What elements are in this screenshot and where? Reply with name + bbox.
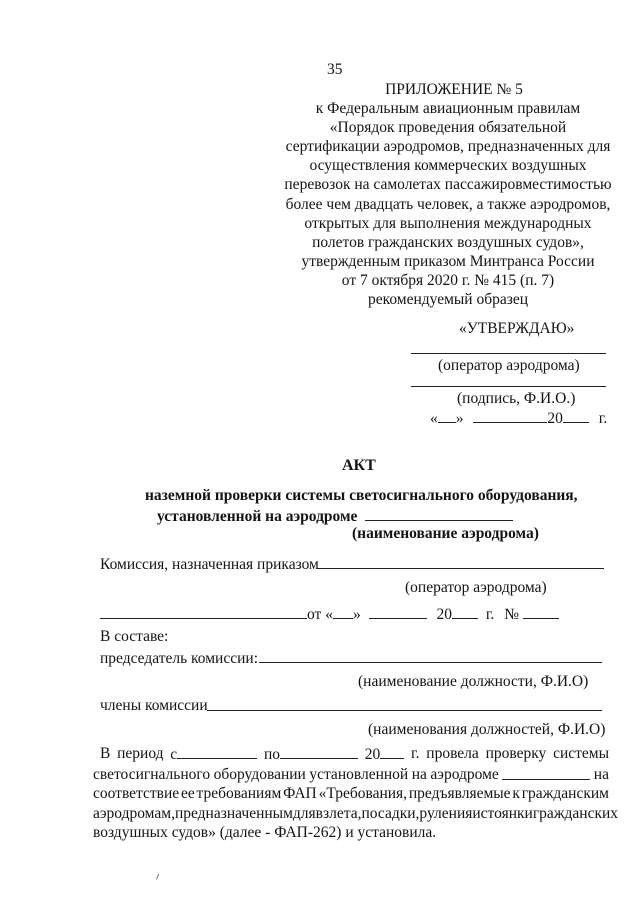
- signature-line: [411, 386, 606, 387]
- paragraph-word: гражданским: [521, 785, 609, 802]
- chairman-label: председатель комиссии:: [100, 650, 259, 667]
- order-number-sign: №: [504, 606, 519, 623]
- paragraph-line-4: [93, 804, 619, 824]
- paragraph-word: предъявляемые: [408, 785, 511, 802]
- commission-operator-caption: (оператор аэродрома): [405, 579, 547, 596]
- paragraph-word: взлета,: [315, 804, 362, 822]
- date-open-quote: «: [430, 410, 438, 427]
- appendix-title: ПРИЛОЖЕНИЕ № 5: [385, 81, 523, 98]
- paragraph-word: соответствие: [93, 785, 180, 802]
- act-subtitle-line1: наземной проверки системы светосигнального оборудования,: [145, 487, 578, 504]
- period-year: 20: [365, 744, 405, 765]
- members-line: [207, 710, 602, 711]
- appendix-line: «Порядок проведения обязательной: [329, 119, 567, 137]
- paragraph-word: провела: [426, 745, 479, 762]
- appendix-line: перевозок на самолетах пассажировместимостью: [284, 176, 612, 194]
- page-number: 35: [327, 61, 343, 78]
- members-caption: (наименования должностей, Ф.И.О): [368, 721, 606, 738]
- appendix-line: утвержденным приказом Минтранса России: [301, 252, 595, 270]
- aerodrome-caption: (наименование аэродрома): [352, 525, 539, 542]
- paragraph-word: стоянки: [480, 804, 533, 822]
- year-blank: [563, 408, 589, 423]
- approval-title: «УТВЕРЖДАЮ»: [459, 320, 575, 337]
- paragraph-line-5: воздушных судов» (далее - ФАП-262) и установила.: [93, 824, 437, 841]
- date-year-suffix: г.: [598, 410, 608, 427]
- paragraph-word: проверку: [485, 745, 547, 762]
- appendix-header: [270, 80, 626, 309]
- operator-signature-line: [411, 353, 606, 354]
- commission-label: Комиссия, назначенная приказом: [100, 556, 319, 573]
- sample-note: рекомендуемый образец: [367, 291, 529, 309]
- commission-order-line: [317, 568, 604, 569]
- order-number-blank: [523, 604, 559, 619]
- order-blank: [100, 604, 307, 619]
- day-blank: [438, 408, 456, 423]
- act-subtitle-line2-text: установленной на аэродроме: [157, 508, 358, 525]
- appendix-line: полетов гражданских воздушных судов»,: [312, 233, 584, 251]
- date-close-quote: »: [455, 410, 464, 427]
- paragraph-word: установленной: [309, 765, 409, 783]
- paragraph-word: оборудовании: [213, 765, 306, 783]
- appendix-line: открытых для выполнения международных: [304, 214, 592, 232]
- paragraph-word: требованиям: [196, 785, 282, 802]
- appendix-line: осуществления коммерческих воздушных: [309, 157, 587, 175]
- appendix-line: сертификации аэродромов, предназначенных для: [285, 138, 611, 156]
- paragraph-word: на: [411, 765, 427, 783]
- appendix-line: более чем двадцать человек, а также аэродромов,: [285, 195, 611, 213]
- paragraph-word: г.: [411, 745, 420, 762]
- paragraph-line-2: [93, 765, 609, 785]
- paragraph-word: на: [593, 765, 609, 783]
- operator-caption: (оператор аэродрома): [438, 357, 580, 374]
- month-blank: [473, 408, 547, 423]
- paragraph-word: для: [292, 804, 316, 822]
- order-details-row: [100, 604, 559, 624]
- order-year: 20: [436, 606, 452, 623]
- act-title: АКТ: [342, 457, 376, 474]
- to-date-blank: [280, 744, 358, 759]
- act-subtitle-line2: [157, 506, 513, 526]
- order-day-blank: [333, 604, 353, 619]
- paragraph-word: руления: [419, 804, 473, 822]
- order-close-quote: »: [352, 606, 361, 623]
- paragraph-word: В: [100, 745, 111, 762]
- signature-caption: (подпись, Ф.И.О.): [457, 390, 576, 407]
- composition-label: В составе:: [100, 628, 169, 645]
- paragraph-word: период: [117, 745, 164, 762]
- paragraph-word: аэродроме: [430, 765, 499, 783]
- period-to: по: [264, 744, 358, 765]
- paragraph-word: системы: [553, 745, 609, 762]
- chairman-caption: (наименование должности, Ф.И.О): [358, 673, 589, 690]
- approval-date: [430, 408, 607, 428]
- paragraph-word: и: [472, 804, 481, 822]
- paragraph-word: к: [512, 785, 520, 802]
- order-year-blank: [452, 604, 478, 619]
- order-year-suffix: г.: [485, 606, 495, 623]
- aerodrome-blank: [502, 765, 590, 780]
- order-from: от «: [307, 606, 333, 623]
- period-from: с: [170, 744, 257, 765]
- paragraph-word: «Требования,: [318, 785, 408, 802]
- paragraph-word: предназначенным: [174, 804, 293, 822]
- paragraph-word: светосигнального: [93, 765, 211, 783]
- aerodrome-name-blank: [365, 506, 513, 521]
- order-month-blank: [369, 604, 427, 619]
- scan-mark: [156, 874, 161, 881]
- date-year-prefix: 20: [547, 410, 563, 427]
- body-paragraph: [93, 744, 619, 843]
- period-year-blank: [380, 744, 404, 759]
- from-date-blank: [177, 744, 257, 759]
- members-label: члены комиссии: [100, 697, 208, 714]
- paragraph-line-1: [100, 744, 609, 765]
- chairman-line: [259, 662, 602, 663]
- paragraph-word: посадки,: [361, 804, 420, 822]
- paragraph-word: аэродромам,: [93, 804, 175, 822]
- paragraph-word: гражданских: [532, 804, 619, 822]
- paragraph-word: ФАП: [283, 785, 317, 802]
- appendix-line: от 7 октября 2020 г. № 415 (п. 7): [341, 271, 555, 289]
- appendix-line: к Федеральным авиационным правилам: [315, 100, 581, 118]
- paragraph-word: ее: [180, 785, 195, 802]
- paragraph-line-3: [93, 784, 609, 804]
